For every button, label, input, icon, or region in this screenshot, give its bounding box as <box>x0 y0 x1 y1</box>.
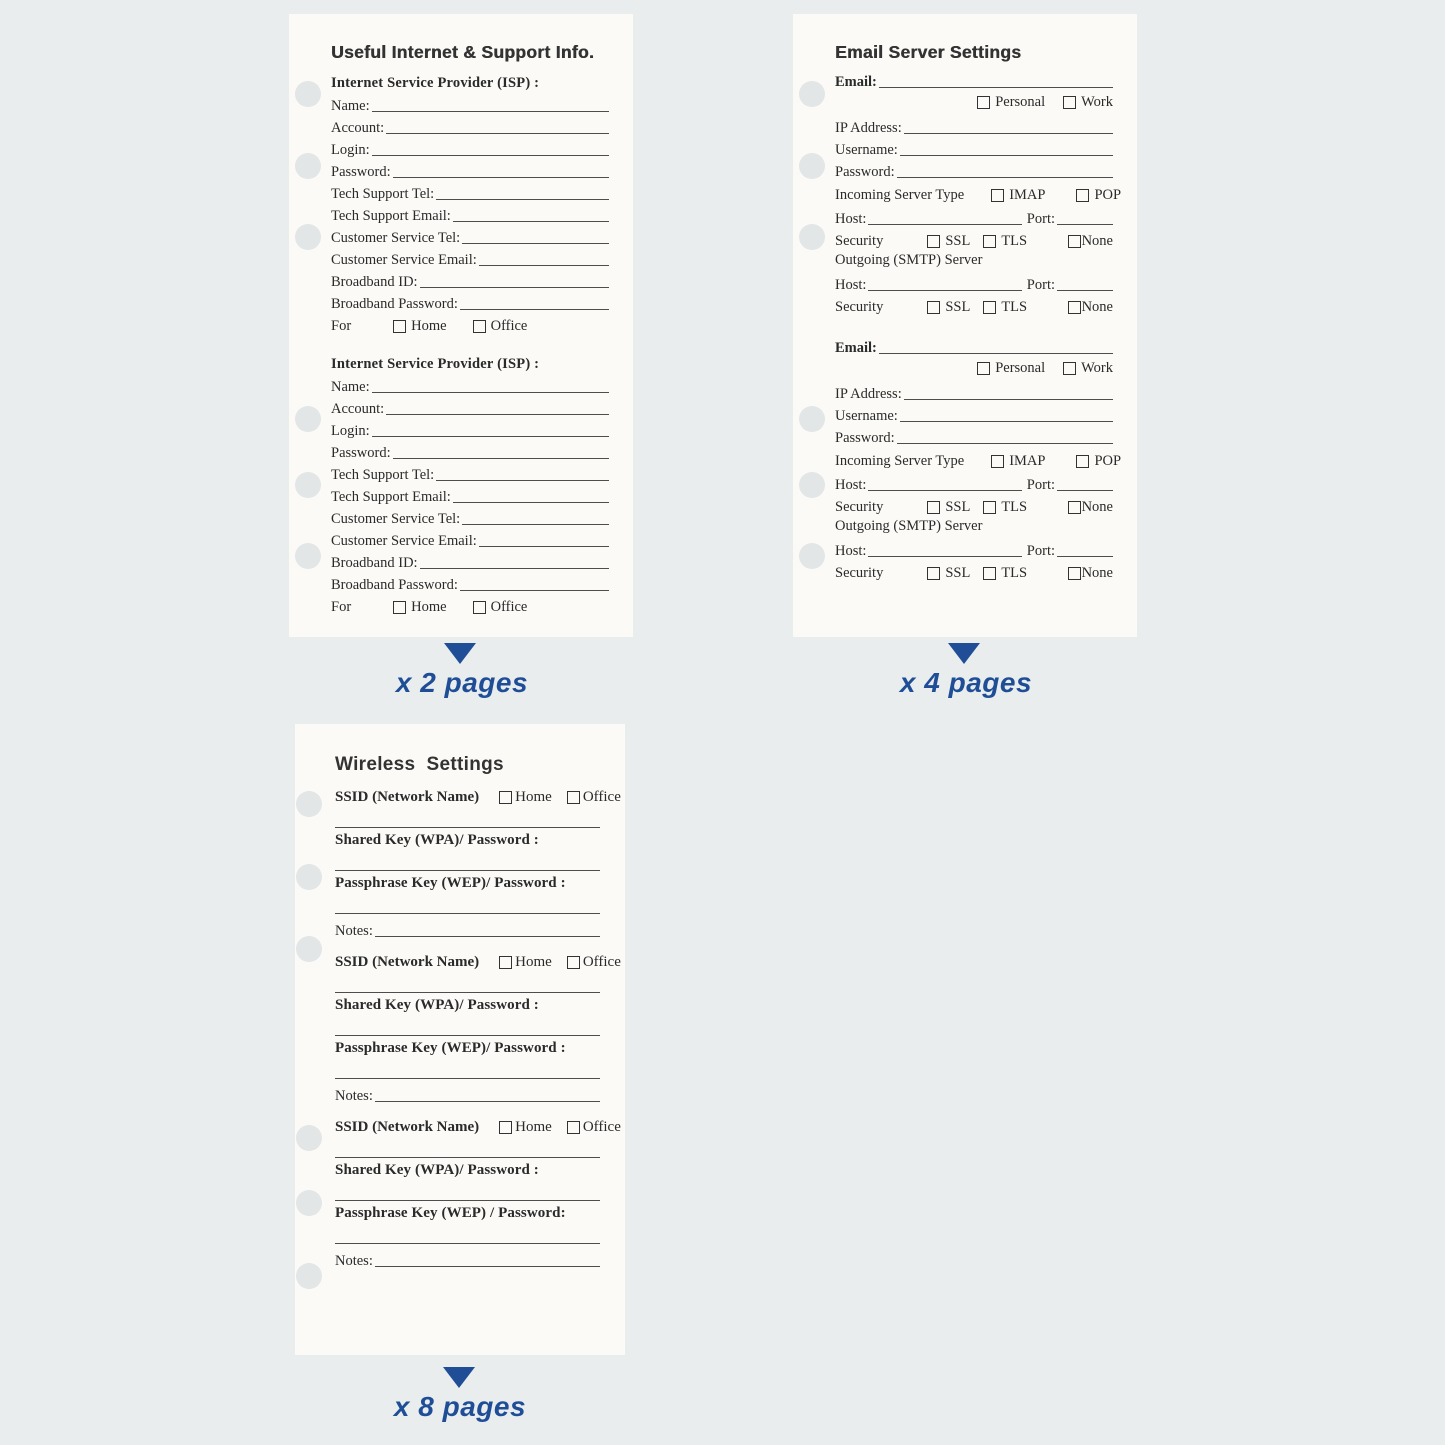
imap-checkbox <box>991 455 1004 468</box>
field-label: IP Address: <box>835 386 902 402</box>
write-line <box>335 870 600 871</box>
home-checkbox-label: Home <box>515 1119 552 1135</box>
down-arrow-icon <box>948 643 980 664</box>
write-line <box>868 490 1021 491</box>
ssl-checkbox-label: SSL <box>945 499 971 515</box>
security-row <box>835 499 1113 515</box>
page-title: Wireless Settings <box>335 754 504 775</box>
none-checkbox <box>1068 301 1081 314</box>
passphrase-key-label: Passphrase Key (WEP)/ Password : <box>335 875 566 891</box>
tls-checkbox <box>983 301 996 314</box>
form-field-row <box>331 99 609 114</box>
write-line <box>453 221 609 222</box>
write-line <box>868 224 1021 225</box>
ssid-label: SSID (Network Name) <box>335 954 480 970</box>
tls-checkbox <box>983 235 996 248</box>
write-line <box>335 1243 600 1244</box>
for-label: For <box>331 318 352 334</box>
office-checkbox-label: Office <box>490 599 528 615</box>
pop-checkbox-label: POP <box>1094 187 1122 203</box>
write-line <box>335 1157 600 1158</box>
ssl-checkbox-label: SSL <box>945 299 971 315</box>
write-line <box>897 443 1113 444</box>
write-line <box>420 287 609 288</box>
down-arrow-icon <box>444 643 476 664</box>
field-label: Password: <box>331 445 391 461</box>
none-checkbox <box>1068 235 1081 248</box>
home-checkbox <box>393 601 406 614</box>
write-line <box>900 155 1113 156</box>
ssl-checkbox <box>927 567 940 580</box>
host-port-row <box>835 544 1113 559</box>
form-field-row <box>835 75 1113 90</box>
write-line <box>479 265 609 266</box>
form-field-row <box>331 187 609 202</box>
write-line <box>393 458 609 459</box>
isp-block <box>331 356 609 615</box>
write-line <box>479 546 609 547</box>
office-checkbox-label: Office <box>582 954 621 970</box>
form-field-row <box>835 165 1113 180</box>
notes-label: Notes: <box>335 923 373 939</box>
write-line <box>460 590 609 591</box>
write-line <box>386 133 609 134</box>
field-label: Password: <box>835 430 895 446</box>
write-line <box>372 155 609 156</box>
none-checkbox-label: None <box>1081 299 1113 315</box>
shared-key-label: Shared Key (WPA)/ Password : <box>335 832 539 848</box>
host-port-row <box>835 212 1113 227</box>
port-label: Port: <box>1026 211 1055 227</box>
page-title: Email Server Settings <box>835 42 1022 62</box>
form-field-row <box>835 387 1113 402</box>
write-line <box>375 936 600 937</box>
home-checkbox-label: Home <box>411 318 447 334</box>
field-label: Broadband ID: <box>331 555 418 571</box>
write-line <box>1057 556 1113 557</box>
email-account-block <box>835 340 1122 581</box>
notes-label: Notes: <box>335 1088 373 1104</box>
form-field-row <box>331 231 609 246</box>
work-checkbox <box>1063 362 1076 375</box>
imap-checkbox-label: IMAP <box>1009 453 1046 469</box>
field-label: Broadband ID: <box>331 274 418 290</box>
office-checkbox <box>473 320 486 333</box>
wifi-network-block <box>335 954 621 1104</box>
write-line <box>460 309 609 310</box>
tls-checkbox-label: TLS <box>1001 565 1028 581</box>
personal-checkbox-label: Personal <box>995 94 1046 110</box>
write-line <box>436 480 609 481</box>
work-checkbox-label: Work <box>1081 94 1113 110</box>
page-count-label: x 4 pages <box>899 667 1033 698</box>
form-field-row <box>331 490 609 505</box>
security-label: Security <box>835 299 884 315</box>
isp-info-page <box>289 14 633 637</box>
write-line <box>879 87 1113 88</box>
home-checkbox <box>499 1121 512 1134</box>
pop-checkbox <box>1076 189 1089 202</box>
incoming-server-row <box>835 453 1122 469</box>
port-label: Port: <box>1026 477 1055 493</box>
pop-checkbox-label: POP <box>1094 453 1122 469</box>
imap-checkbox-label: IMAP <box>1009 187 1046 203</box>
write-line <box>868 556 1021 557</box>
form-field-row <box>331 121 609 136</box>
shared-key-label: Shared Key (WPA)/ Password : <box>335 1162 539 1178</box>
write-line <box>335 992 600 993</box>
form-field-row <box>331 297 609 312</box>
incoming-server-row <box>835 187 1122 203</box>
ssl-checkbox-label: SSL <box>945 565 971 581</box>
tls-checkbox <box>983 501 996 514</box>
write-line <box>904 399 1113 400</box>
shared-key-label: Shared Key (WPA)/ Password : <box>335 997 539 1013</box>
office-checkbox-label: Office <box>582 1119 621 1135</box>
work-checkbox-label: Work <box>1081 360 1113 376</box>
form-field-row <box>331 165 609 180</box>
field-label: Tech Support Tel: <box>331 467 435 483</box>
field-label: Customer Service Tel: <box>331 511 461 527</box>
home-checkbox-label: Home <box>515 954 552 970</box>
down-arrow-icon <box>443 1367 475 1388</box>
write-line <box>436 199 609 200</box>
tls-checkbox <box>983 567 996 580</box>
notes-row <box>335 1254 600 1269</box>
security-row <box>835 233 1113 249</box>
none-checkbox-label: None <box>1081 233 1113 249</box>
form-field-row <box>331 534 609 549</box>
field-label: Account: <box>331 401 385 417</box>
field-label: Broadband Password: <box>331 577 458 593</box>
write-line <box>335 913 600 914</box>
write-line <box>375 1101 600 1102</box>
write-line <box>335 1078 600 1079</box>
host-label: Host: <box>835 477 867 493</box>
host-label: Host: <box>835 211 867 227</box>
wifi-network-block <box>335 789 621 939</box>
write-line <box>1057 224 1113 225</box>
none-checkbox-label: None <box>1081 499 1113 515</box>
port-label: Port: <box>1026 277 1055 293</box>
office-checkbox <box>567 1121 580 1134</box>
office-checkbox-label: Office <box>582 789 621 805</box>
security-label: Security <box>835 233 884 249</box>
home-checkbox-label: Home <box>411 599 447 615</box>
passphrase-key-label: Passphrase Key (WEP) / Password: <box>335 1205 566 1221</box>
tls-checkbox-label: TLS <box>1001 499 1028 515</box>
write-line <box>900 421 1113 422</box>
work-checkbox <box>1063 96 1076 109</box>
host-label: Host: <box>835 543 867 559</box>
security-label: Security <box>835 499 884 515</box>
field-label: Username: <box>835 142 898 158</box>
write-line <box>386 414 609 415</box>
security-row <box>835 299 1113 315</box>
home-checkbox <box>393 320 406 333</box>
host-port-row <box>835 278 1113 293</box>
field-label: Tech Support Email: <box>331 208 451 224</box>
field-label: Login: <box>331 142 370 158</box>
write-line <box>335 1200 600 1201</box>
imap-checkbox <box>991 189 1004 202</box>
form-field-row <box>331 512 609 527</box>
write-line <box>372 436 609 437</box>
ssl-checkbox-label: SSL <box>945 233 971 249</box>
field-label: Tech Support Email: <box>331 489 451 505</box>
form-field-row <box>331 578 609 593</box>
isp-heading: Internet Service Provider (ISP) : <box>331 75 540 91</box>
isp-heading: Internet Service Provider (ISP) : <box>331 356 540 372</box>
field-label: Login: <box>331 423 370 439</box>
page-title: Useful Internet & Support Info. <box>331 42 595 62</box>
write-line <box>393 177 609 178</box>
outgoing-server-label: Outgoing (SMTP) Server <box>835 252 983 268</box>
ssid-label: SSID (Network Name) <box>335 789 480 805</box>
form-field-row <box>331 402 609 417</box>
for-row <box>331 318 609 334</box>
field-label: Password: <box>835 164 895 180</box>
ssid-row <box>335 1119 621 1136</box>
office-checkbox-label: Office <box>490 318 528 334</box>
none-checkbox <box>1068 567 1081 580</box>
none-checkbox-label: None <box>1081 565 1113 581</box>
notes-row <box>335 924 600 939</box>
form-field-row <box>331 446 609 461</box>
write-line <box>462 524 609 525</box>
personal-checkbox-label: Personal <box>995 360 1046 376</box>
write-line <box>897 177 1113 178</box>
form-field-row <box>835 341 1113 356</box>
security-label: Security <box>835 565 884 581</box>
field-label: Email: <box>835 74 877 90</box>
pop-checkbox <box>1076 455 1089 468</box>
write-line <box>335 827 600 828</box>
form-field-row <box>331 253 609 268</box>
write-line <box>453 502 609 503</box>
office-checkbox <box>473 601 486 614</box>
for-row <box>331 599 609 615</box>
ssl-checkbox <box>927 301 940 314</box>
field-label: IP Address: <box>835 120 902 136</box>
write-line <box>904 133 1113 134</box>
host-label: Host: <box>835 277 867 293</box>
write-line <box>420 568 609 569</box>
write-line <box>462 243 609 244</box>
none-checkbox <box>1068 501 1081 514</box>
field-label: Password: <box>331 164 391 180</box>
form-field-row <box>331 424 609 439</box>
form-field-row <box>331 275 609 290</box>
ssid-label: SSID (Network Name) <box>335 1119 480 1135</box>
field-label: Customer Service Email: <box>331 252 477 268</box>
home-checkbox <box>499 956 512 969</box>
field-label: Account: <box>331 120 385 136</box>
write-line <box>335 1035 600 1036</box>
page-count-label: x 8 pages <box>393 1391 527 1422</box>
form-field-row <box>331 143 609 158</box>
field-label: Name: <box>331 98 370 114</box>
field-label: Incoming Server Type <box>835 453 965 469</box>
host-port-row <box>835 478 1113 493</box>
home-checkbox-label: Home <box>515 789 552 805</box>
field-label: Incoming Server Type <box>835 187 965 203</box>
office-checkbox <box>567 791 580 804</box>
tls-checkbox-label: TLS <box>1001 299 1028 315</box>
email-type-row <box>835 94 1113 110</box>
wifi-network-block <box>335 1119 621 1269</box>
form-field-row <box>331 380 609 395</box>
form-field-row <box>331 556 609 571</box>
port-label: Port: <box>1026 543 1055 559</box>
isp-block <box>331 75 609 334</box>
office-checkbox <box>567 956 580 969</box>
email-settings-page <box>793 14 1137 637</box>
field-label: Broadband Password: <box>331 296 458 312</box>
passphrase-key-label: Passphrase Key (WEP)/ Password : <box>335 1040 566 1056</box>
notes-row <box>335 1089 600 1104</box>
form-field-row <box>835 409 1113 424</box>
outgoing-server-label: Outgoing (SMTP) Server <box>835 518 983 534</box>
personal-checkbox <box>977 96 990 109</box>
email-account-block <box>835 74 1122 315</box>
form-field-row <box>331 209 609 224</box>
field-label: Username: <box>835 408 898 424</box>
form-field-row <box>835 121 1113 136</box>
ssl-checkbox <box>927 501 940 514</box>
write-line <box>375 1266 600 1267</box>
field-label: Customer Service Email: <box>331 533 477 549</box>
field-label: Name: <box>331 379 370 395</box>
write-line <box>372 392 609 393</box>
personal-checkbox <box>977 362 990 375</box>
home-checkbox <box>499 791 512 804</box>
for-label: For <box>331 599 352 615</box>
tls-checkbox-label: TLS <box>1001 233 1028 249</box>
ssl-checkbox <box>927 235 940 248</box>
write-line <box>868 290 1021 291</box>
write-line <box>1057 290 1113 291</box>
form-field-row <box>835 143 1113 158</box>
field-label: Customer Service Tel: <box>331 230 461 246</box>
email-type-row <box>835 360 1113 376</box>
security-row <box>835 565 1113 581</box>
write-line <box>1057 490 1113 491</box>
page-count-label: x 2 pages <box>395 667 529 698</box>
notes-label: Notes: <box>335 1253 373 1269</box>
ssid-row <box>335 954 621 971</box>
field-label: Tech Support Tel: <box>331 186 435 202</box>
form-field-row <box>835 431 1113 446</box>
form-field-row <box>331 468 609 483</box>
wireless-settings-page <box>295 724 625 1355</box>
field-label: Email: <box>835 340 877 356</box>
ssid-row <box>335 789 621 806</box>
write-line <box>372 111 609 112</box>
write-line <box>879 353 1113 354</box>
